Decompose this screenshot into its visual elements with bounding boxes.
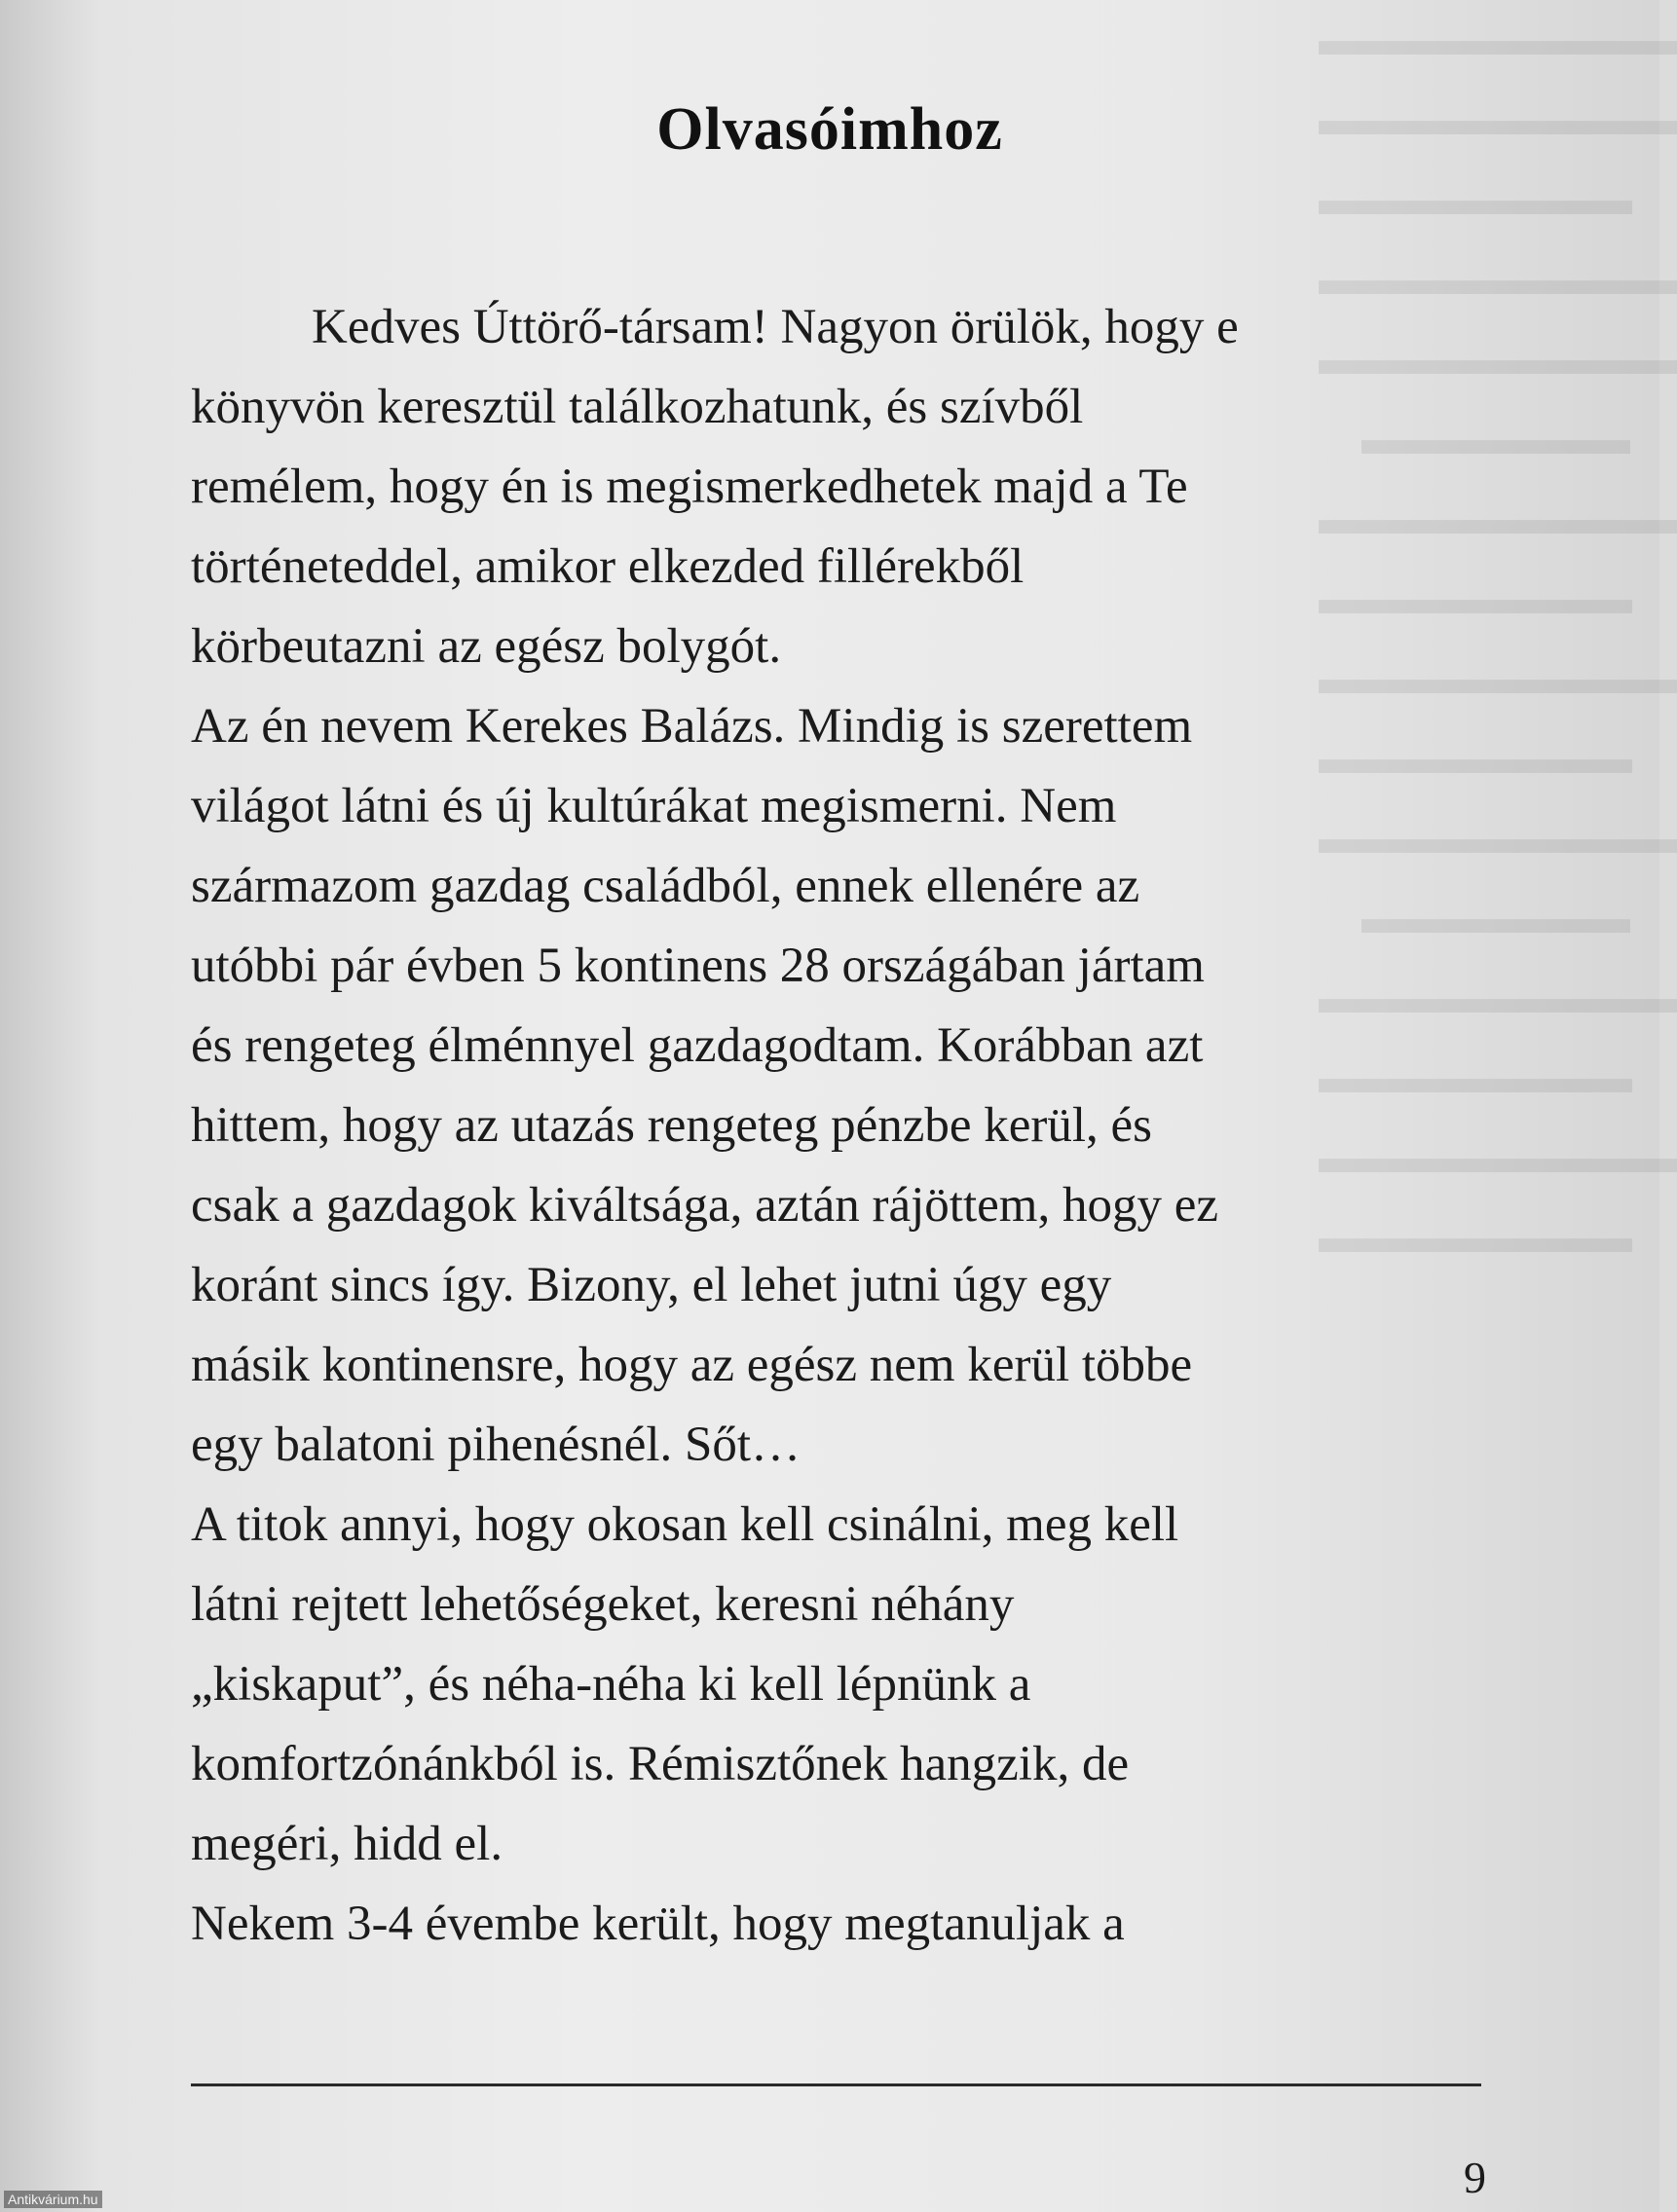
text-line: hittem, hogy az utazás rengeteg pénzbe kerül, és [191,1098,1153,1153]
text-line: Az én nevem Kerekes Balázs. Mindig is szerettem [191,699,1193,754]
text-line: és rengeteg élménnyel gazdagodtam. Korábban azt [191,1018,1204,1073]
bleed-through-texture: ▬▬▬▬▬▬▬▬ ▬▬▬▬▬▬▬▬ ▬▬▬▬▬▬▬ ▬▬▬▬▬▬▬▬ ▬▬▬▬▬▬▬▬ ▬▬▬▬▬▬ ▬▬▬▬▬▬▬▬ ▬▬▬▬▬▬▬ ▬▬▬▬▬▬▬▬ ▬▬▬▬▬▬▬ ▬▬▬▬▬▬▬▬ ▬▬▬▬▬▬ ▬▬▬▬▬▬▬▬ ▬▬▬▬▬▬▬ ▬▬▬▬▬▬▬▬ ▬▬▬▬▬▬▬ [1319,15,1677,1262]
footer-rule [191,2083,1481,2086]
text-line: másik kontinensre, hogy az egész nem kerül többe [191,1338,1193,1392]
paragraph-greeting [191,287,1467,686]
body-text [191,287,1467,1964]
text-line: Nekem 3-4 évembe került, hogy megtanuljak a [191,1897,1125,1951]
page-number: 9 [1464,2153,1486,2202]
text-line: Kedves Úttörő-társam! Nagyon örülök, hogy e [312,300,1239,354]
paragraph-introduction [191,686,1467,1485]
paragraph-secret [191,1485,1467,1884]
page-title: Olvasóimhoz [656,96,1003,163]
paragraph-continuation [191,1884,1467,1964]
text-line: könyvön keresztül találkozhatunk, és szívből [191,380,1084,434]
text-line: látni rejtett lehetőségeket, keresni néhány [191,1577,1015,1632]
watermark: Antikvárium.hu [4,2191,102,2208]
text-line: „kiskaput”, és néha-néha ki kell lépnünk a [191,1657,1031,1712]
text-line: koránt sincs így. Bizony, el lehet jutni úgy egy [191,1258,1112,1312]
text-line: remélem, hogy én is megismerkedhetek majd a Te [191,460,1188,514]
text-line: történeteddel, amikor elkezded fillérekből [191,539,1025,594]
text-line: A titok annyi, hogy okosan kell csinálni, meg kell [191,1497,1179,1552]
text-line: csak a gazdagok kiváltsága, aztán rájöttem, hogy ez [191,1178,1218,1233]
text-line: származom gazdag családból, ennek ellenére az [191,859,1140,913]
text-line: világot látni és új kultúrákat megismerni. Nem [191,779,1117,833]
text-line: körbeutazni az egész bolygót. [191,619,782,674]
text-line: megéri, hidd el. [191,1817,503,1871]
text-line: egy balatoni pihenésnél. Sőt… [191,1418,801,1472]
text-line: komfortzónánkból is. Rémisztőnek hangzik, de [191,1737,1130,1791]
text-line: utóbbi pár évben 5 kontinens 28 országában jártam [191,939,1205,993]
